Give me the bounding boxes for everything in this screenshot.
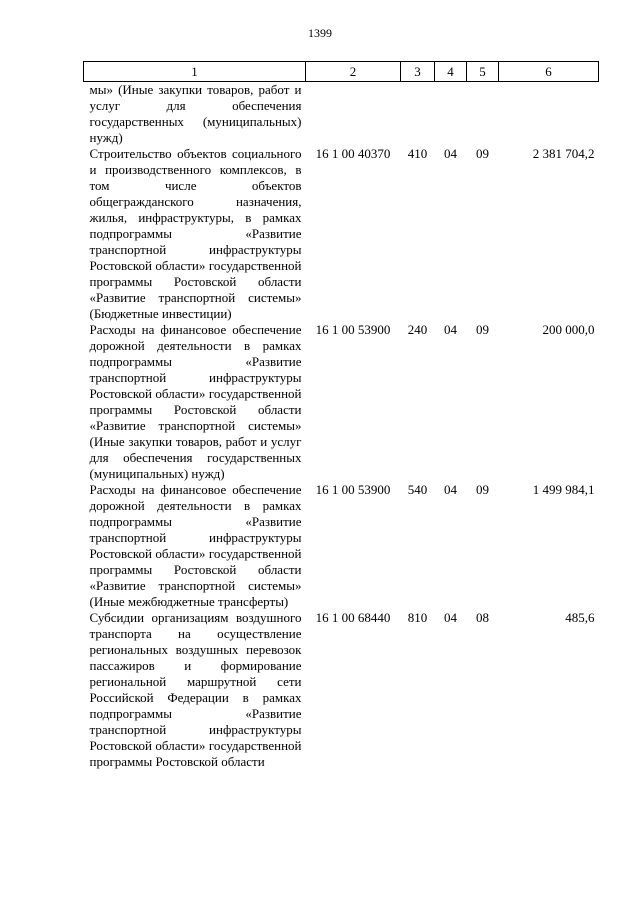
row-amount: 200 000,0 xyxy=(542,322,595,337)
row-section xyxy=(435,82,467,147)
row-amount: 1 499 984,1 xyxy=(532,482,595,497)
row-description: мы» (Иные закупки товаров, работ и услуг для обеспечения государственных (муниципальных) нужд) xyxy=(89,82,302,145)
table-row xyxy=(84,482,599,610)
row-type: 540 xyxy=(407,482,428,497)
row-section: 04 xyxy=(444,322,457,337)
budget-table xyxy=(83,61,599,770)
row-description: Строительство объектов социального и производственного комплексов, в том числе объектов общегражданского назначения, жилья, инфраструктуры, в рамках подпрограммы «Развитие транспортной инфраструктуры Ростовской области» государственной программы Ростовской области «Развитие транспортной системы» (Бюджетные инвестиции) xyxy=(89,146,302,321)
row-code: 16 1 00 53900 xyxy=(315,482,391,497)
row-description: Субсидии организациям воздушного транспорта на осуществление региональных воздушных перевозок пассажиров и формирование региональной маршрутной сети Российской Федерации в рамках подпрограммы «Развитие транспортной инфраструктуры Ростовской области» государственной программы Ростовской области xyxy=(89,610,302,769)
row-subsection: 09 xyxy=(476,146,489,161)
row-code xyxy=(306,82,401,147)
row-code: 16 1 00 40370 xyxy=(315,146,391,161)
header-col-4: 4 xyxy=(435,62,467,82)
row-amount: 485,6 xyxy=(565,610,595,625)
row-section: 04 xyxy=(444,482,457,497)
row-code: 16 1 00 53900 xyxy=(315,322,391,337)
header-col-6: 6 xyxy=(499,62,599,82)
table-row xyxy=(84,610,599,770)
header-col-1: 1 xyxy=(84,62,306,82)
row-description: Расходы на финансовое обеспечение дорожной деятельности в рамках подпрограммы «Развитие транспортной инфраструктуры Ростовской области» государственной программы Ростовской области «Развитие транспортной системы» (Иные закупки товаров, работ и услуг для обеспечения государственных (муниципальных) нужд) xyxy=(89,322,302,481)
row-subsection: 08 xyxy=(476,610,489,625)
row-amount: 2 381 704,2 xyxy=(532,146,595,161)
row-type: 810 xyxy=(407,610,428,625)
table-row xyxy=(84,322,599,482)
row-type xyxy=(401,82,435,147)
table-row xyxy=(84,146,599,322)
row-section: 04 xyxy=(444,146,457,161)
row-amount xyxy=(499,82,599,147)
row-subsection: 09 xyxy=(476,482,489,497)
row-type: 410 xyxy=(407,146,428,161)
table-header-row xyxy=(84,62,599,82)
row-code: 16 1 00 68440 xyxy=(315,610,391,625)
table-row xyxy=(84,82,599,147)
page-number: 1399 xyxy=(308,26,332,40)
row-subsection: 09 xyxy=(476,322,489,337)
header-col-2: 2 xyxy=(306,62,401,82)
header-col-5: 5 xyxy=(467,62,499,82)
row-subsection xyxy=(467,82,499,147)
row-description: Расходы на финансовое обеспечение дорожной деятельности в рамках подпрограммы «Развитие транспортной инфраструктуры Ростовской области» государственной программы Ростовской области «Развитие транспортной системы» (Иные межбюджетные трансферты) xyxy=(89,482,302,609)
row-section: 04 xyxy=(444,610,457,625)
header-col-3: 3 xyxy=(401,62,435,82)
row-type: 240 xyxy=(407,322,428,337)
